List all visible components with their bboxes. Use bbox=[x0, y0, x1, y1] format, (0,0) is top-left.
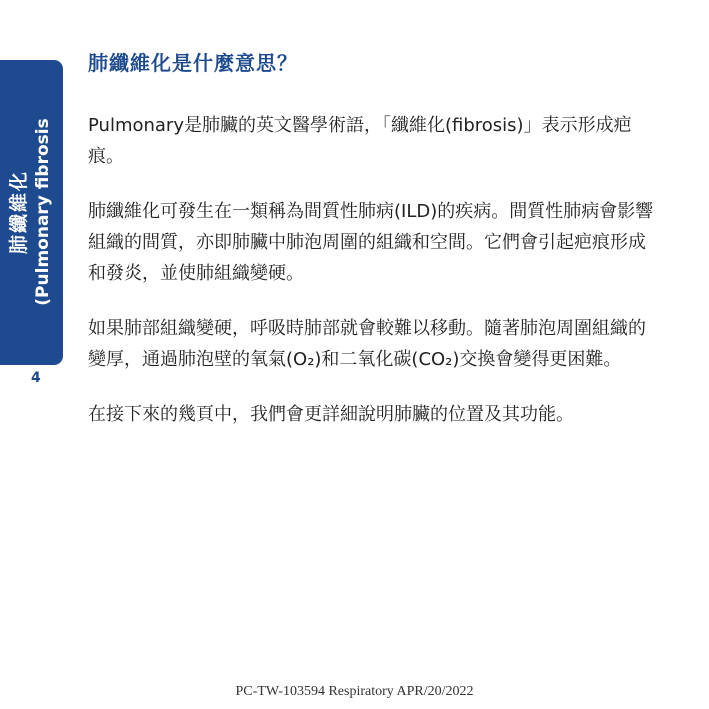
side-tab-title-en: (Pulmonary fibrosis bbox=[33, 118, 53, 306]
side-tab-title-zh: 肺纖維化 bbox=[8, 169, 30, 255]
body-content bbox=[88, 110, 658, 454]
paragraph-next-pages: 在接下來的幾頁中，我們會更詳細說明肺臟的位置及其功能。 bbox=[88, 404, 574, 425]
side-tab-label bbox=[7, 118, 55, 305]
paragraph-ild: 肺纖維化可發生在一類稱為間質性肺病(ILD)的疾病。間質性肺病會影響組織的間質，亦即肺臟中肺泡周圍的組織和空間。它們會引起疤痕形成和發炎，並使肺組織變硬。 bbox=[88, 201, 654, 284]
paragraph-gas-exchange: 如果肺部組織變硬，呼吸時肺部就會較難以移動。隨著肺泡周圍組織的變厚，通過肺泡壁的氧氣(O₂)和二氧化碳(CO₂)交換會變得更困難。 bbox=[88, 318, 646, 370]
page-title: 肺纖維化是什麼意思？ bbox=[88, 51, 298, 75]
paragraph-definition: Pulmonary是肺臟的英文醫學術語，「纖維化(fibrosis)」表示形成疤痕。 bbox=[88, 115, 632, 167]
footer-code: PC-TW-103594 Respiratory APR/20/2022 bbox=[235, 684, 474, 699]
page-number: 4 bbox=[31, 370, 41, 386]
